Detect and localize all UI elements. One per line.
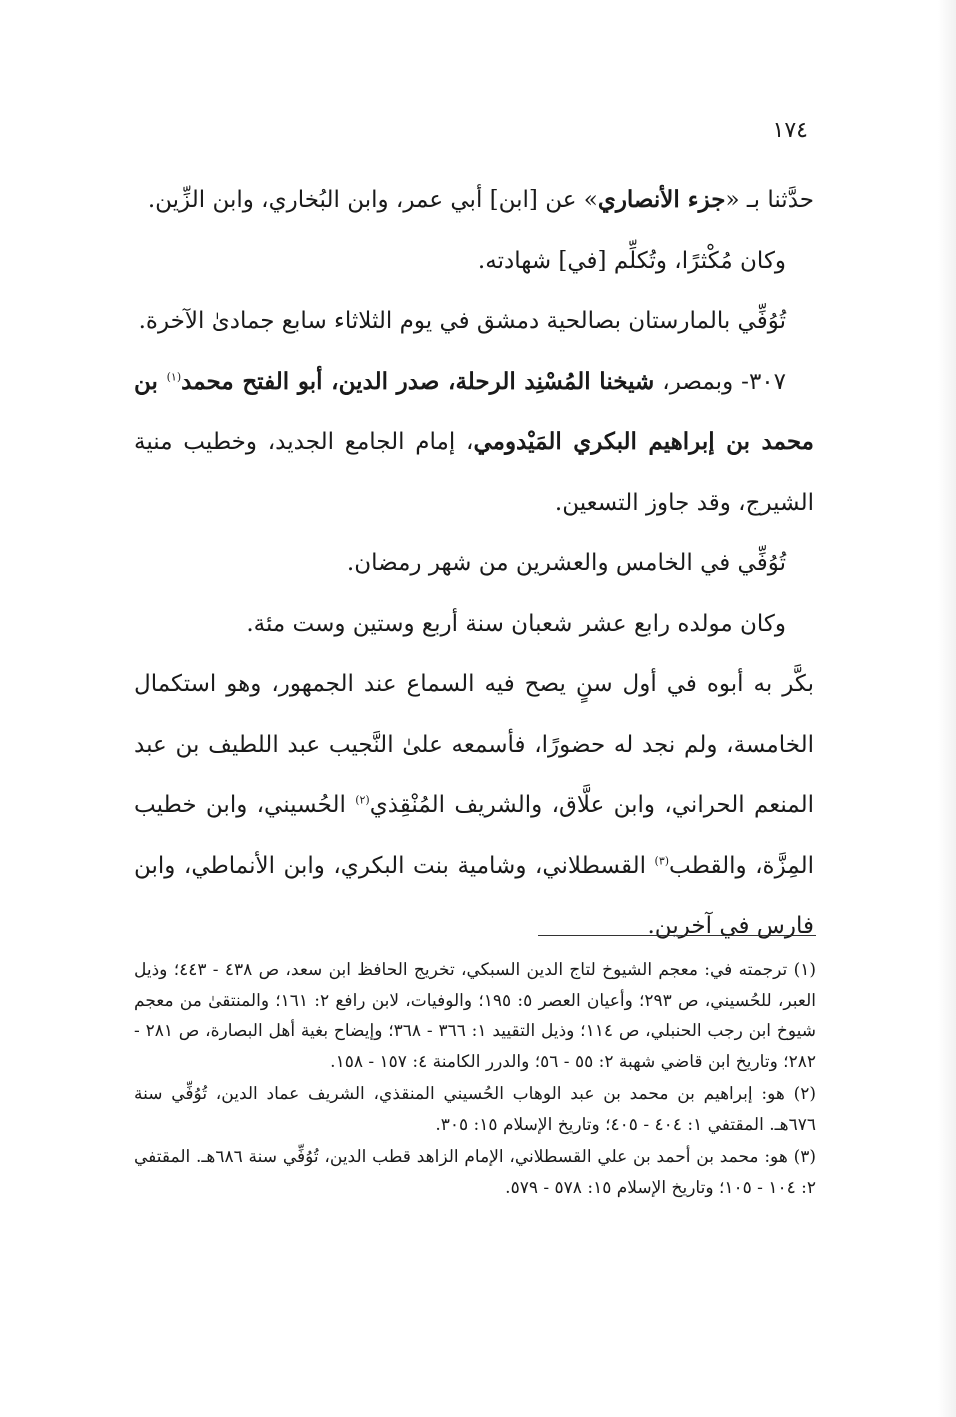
page-edge-shadow [938,0,956,1417]
book-title: جزء الأنصاري [597,186,726,213]
entry-number: ٣٠٧- وبمصر، [654,368,786,395]
main-text [134,170,814,957]
footnote-ref-3[interactable]: (٣) [654,853,670,867]
paragraph-7 [134,654,814,957]
text-run: » عن [ابن] أبي عمر، وابن البُخاري، وابن الزِّين. [147,187,598,213]
entry-name: شيخنا المُسْنِد الرحلة، صدر الدين، أبو الفتح محمد [181,367,655,395]
text-run: بكَّر به أبوه في أول سنٍ يصح فيه السماع عند الجمهور، وهو استكمال الخامسة، ولم نجد له حضورًا، فأسمعه علىٰ النَّجيب عبد اللطيف بن عبد المنعم الحراني، وابن علَّاق، والشريف المُنْقِذي [134,671,814,818]
footnote-1: (١) ترجمته في: معجم الشيوخ لتاج الدين السبكي، تخريج الحافظ ابن سعد، ص ٤٣٨ - ٤٤٣؛ وذيل العبر، للحُسيني، ص ٢٩٣؛ وأعيان العصر ٥: ١٩٥؛ والوفيات، لابن رافع ٢: ١٦١؛ والمنتقىٰ من معجم شيوخ ابن رجب الحنبلي، ص ١١٤؛ وذيل التقييد ١: ٣٦٦ - ٣٦٨؛ وإيضاح بغية أهل البصارة، ص ٢٨١ - ٢٨٢؛ وتاريخ ابن قاضي شهبة ٢: ٥٥ - ٥٦؛ والدرر الكامنة ٤: ١٥٧ - ١٥٨. [134,960,816,1072]
page-number: ١٧٤ [772,118,808,143]
footnote-ref-2[interactable]: (٢) [355,793,370,807]
paragraph-6: وكان مولده رابع عشر شعبان سنة أربع وستين وست مئة. [246,610,786,637]
text-run: الحُسيني، وابن خطيب المِزَّة، والقطب [134,792,814,879]
footnote-divider [538,935,816,936]
paragraph-1 [134,170,814,231]
footnote-ref-1[interactable]: (١) [166,369,182,383]
text-run: ، إمام الجامع الجديد، وخطيب منية الشيرج، وقد جاوز التسعين. [134,429,814,516]
footnotes [134,955,816,1205]
text-run: القسطلاني، وشامية بنت البكري، وابن الأنماطي، وابن فارس في آخرين. [134,852,814,939]
footnote-3: (٣) هو: محمد بن أحمد بن علي القسطلاني، الإمام الزاهد قطب الدين، تُوُفِّي سنة ٦٨٦هـ. المقتفي ٢: ١٠٤ - ١٠٥؛ وتاريخ الإسلام ١٥: ٥٧٨ - ٥٧٩. [134,1147,816,1198]
paragraph-5: تُوُفِّي في الخامس والعشرين من شهر رمضان. [346,550,786,576]
paragraph-2: وكان مُكْثرًا، وتُكلِّم [في] شهادته. [477,247,786,274]
entry-name-cont: بن محمد بن إبراهيم البكري المَيْدومي [134,367,814,455]
footnote-2: (٢) هو: إبراهيم بن محمد بن عبد الوهاب الحُسيني المنقذي، الشريف عماد الدين، تُوُفِّي سنة ٦٧٦هـ. المقتفي ١: ٤٠٤ - ٤٠٥؛ وتاريخ الإسلام ١٥: ٣٠٥. [134,1084,816,1135]
entry-307 [134,352,814,534]
paragraph-3: تُوُفِّي بالمارستان بصالحية دمشق في يوم الثلاثاء سابع جمادىٰ الآخرة. [138,308,786,334]
text-run: حدَّثنا بـ « [725,187,814,213]
